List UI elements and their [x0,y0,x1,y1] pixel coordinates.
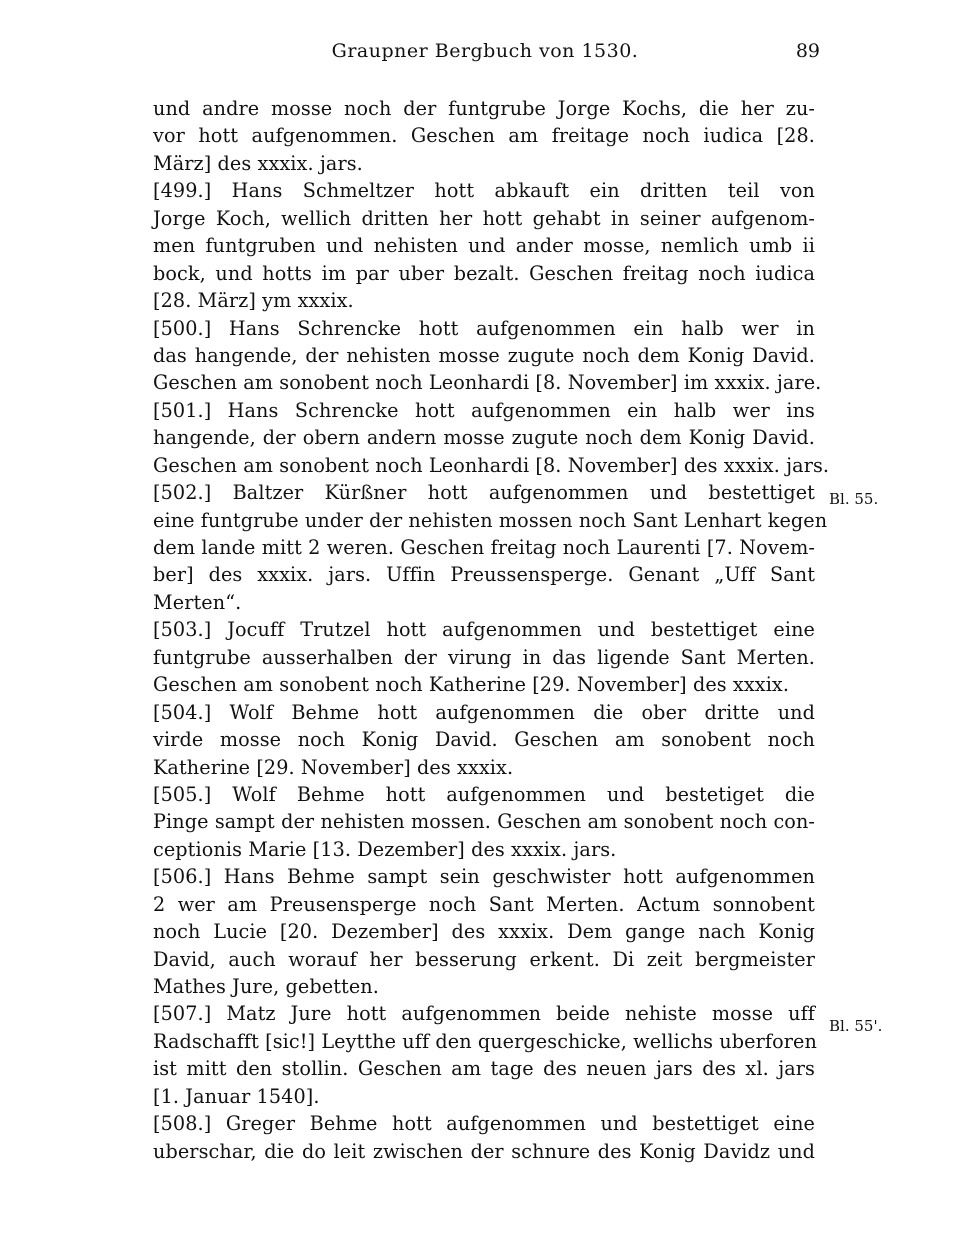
text-line: [502.] Baltzer Kürßner hott aufgenommen und bestettiget [153,481,815,505]
text-line: Jorge Koch, wellich dritten her hott gehabt in seiner aufgenom- [153,206,815,230]
text-line: [503.] Jocuff Trutzel hott aufgenommen und bestettiget eine [153,618,815,642]
running-title: Graupner Bergbuch von 1530. [331,40,639,62]
text-line: und andre mosse noch der funtgrube Jorge Kochs, die her zu- [153,97,815,120]
text-line: Radschafft [sic!] Leytthe uff den quergeschicke, wellichs uberforen [153,1029,817,1053]
text-line: men funtgruben und nehisten und ander mosse, nemlich umb ii [153,234,815,258]
running-head [150,40,820,70]
margin-note: Bl. 55. [829,490,879,508]
text-line: dem lande mitt 2 weren. Geschen freitag noch Laurenti [7. Novem- [153,536,815,559]
text-line: [1. Januar 1540]. [153,1084,320,1108]
body-text [153,95,830,1165]
text-line: 2 wer am Preusensperge noch Sant Merten. Actum sonnobent [153,892,815,916]
text-line: März] des xxxix. jars. [153,151,363,175]
text-line: [499.] Hans Schmeltzer hott abkauft ein dritten teil von [153,179,815,203]
text-line: [506.] Hans Behme sampt sein geschwister hott aufgenommen [153,865,815,889]
text-line: [504.] Wolf Behme hott aufgenommen die ober dritte und [153,700,815,724]
text-line: virde mosse noch Konig David. Geschen am sonobent noch [153,728,815,752]
text-line: [501.] Hans Schrencke hott aufgenommen ein halb wer ins [153,398,815,422]
text-line: bock, und hotts im par uber bezalt. Geschen freitag noch iudica [153,261,815,285]
text-line: ber] des xxxix. jars. Uffin Preussensperge. Genant „Uff Sant [153,563,815,587]
text-line: ist mitt den stollin. Geschen am tage des neuen jars des xl. jars [153,1057,815,1081]
text-line: Geschen am sonobent noch Katherine [29. November] des xxxix. [153,673,790,697]
text-line: Geschen am sonobent noch Leonhardi [8. November] im xxxix. jare. [153,371,822,395]
text-line: David, auch worauf her besserung erkent. Di zeit bergmeister [153,947,815,971]
page-number: 89 [795,40,820,62]
text-line: hangende, der obern andern mosse zugute noch dem Konig David. [153,426,815,450]
text-line: [28. März] ym xxxix. [153,289,354,313]
text-line: Katherine [29. November] des xxxix. [153,755,514,779]
text-line: Mathes Jure, gebetten. [153,975,379,998]
text-line: Geschen am sonobent noch Leonhardi [8. November] des xxxix. jars. [153,453,830,477]
text-line: Pinge sampt der nehisten mossen. Geschen am sonobent noch con- [153,810,815,834]
text-line: [508.] Greger Behme hott aufgenommen und bestettiget eine [153,1112,815,1136]
text-line: vor hott aufgenommen. Geschen am freitage noch iudica [28. [153,124,815,148]
text-line: Merten“. [153,590,242,614]
text-line: [500.] Hans Schrencke hott aufgenommen ein halb wer in [153,316,815,340]
text-line: eine funtgrube under der nehisten mossen noch Sant Lenhart kegen [153,508,828,532]
text-line: [507.] Matz Jure hott aufgenommen beide nehiste mosse uff [153,1002,815,1026]
text-line: noch Lucie [20. Dezember] des xxxix. Dem gange nach Konig [153,920,815,944]
text-line: ceptionis Marie [13. Dezember] des xxxix. jars. [153,837,617,861]
margin-note: Bl. 55'. [829,1017,883,1035]
text-line: das hangende, der nehisten mosse zugute noch dem Konig David. [153,343,815,367]
text-line: funtgrube ausserhalben der virung in das ligende Sant Merten. [153,645,815,669]
text-line: uberschar, die do leit zwischen der schnure des Konig Davidz und [153,1139,815,1163]
text-line: [505.] Wolf Behme hott aufgenommen und bestetiget die [153,782,815,806]
